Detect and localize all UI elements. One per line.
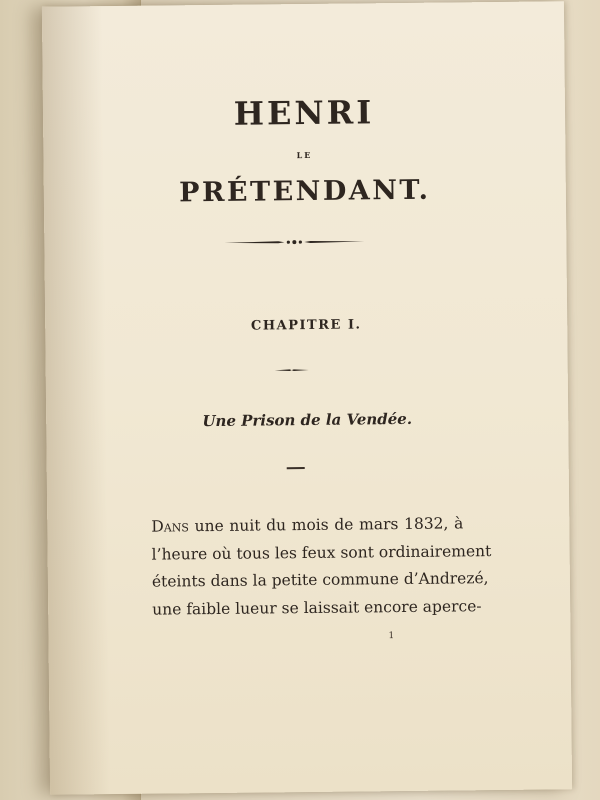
body-line-1 xyxy=(151,510,463,541)
section-dash xyxy=(287,467,305,469)
book-title-pretendant: PRÉTENDANT. xyxy=(179,174,431,209)
book-page xyxy=(42,1,572,794)
book-title-henri: HENRI xyxy=(233,93,375,133)
body-line-4: une faible lueur se laissait encore aperce- xyxy=(152,596,482,619)
body-line-1-rest: une nuit du mois de mars 1832, à xyxy=(194,514,464,536)
chapter-heading: CHAPITRE I. xyxy=(250,317,362,334)
body-line-2: l’heure où tous les feux sont ordinairement xyxy=(151,541,492,564)
body-line-3: éteints dans la petite commune d’Andrezé, xyxy=(151,569,489,591)
body-paragraph xyxy=(151,510,492,623)
book-title-le: LE xyxy=(296,149,313,161)
chapter-rule xyxy=(274,367,310,373)
opening-word: Dans xyxy=(151,517,189,536)
page-number: 1 xyxy=(388,631,395,642)
chapter-subtitle: Une Prison de la Vendée. xyxy=(202,409,413,431)
title-ornament-rule xyxy=(222,236,366,248)
